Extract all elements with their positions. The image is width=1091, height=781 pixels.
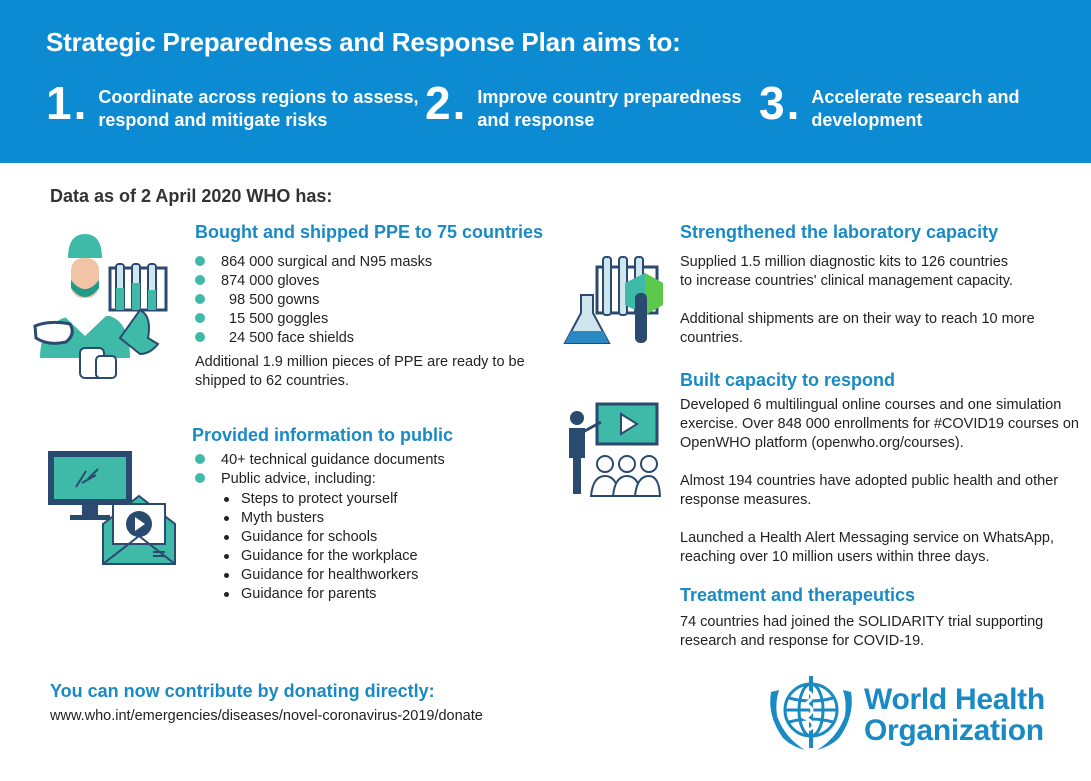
list-item: 40+ technical guidance documents (195, 451, 535, 470)
lab-line: countries. (680, 330, 743, 346)
aim-text: Accelerate research and (811, 87, 1020, 107)
info-list-block (195, 451, 535, 604)
list-item: Guidance for parents (195, 585, 535, 604)
list-item: Guidance for schools (195, 528, 535, 547)
health-worker-icon (30, 228, 170, 383)
info-title: Provided information to public (192, 425, 453, 445)
who-emblem-icon (765, 672, 857, 756)
list-item: 874 000 gloves (195, 272, 555, 291)
treatment-line: research and response for COVID-19. (680, 633, 925, 649)
aim-text: and response (477, 110, 595, 130)
aim-3: 3 . Accelerate research and development (759, 77, 1020, 130)
who-line: World Health (864, 683, 1045, 716)
list-item: 864 000 surgical and N95 masks (195, 253, 555, 272)
header-banner (0, 0, 1091, 163)
list-item: 15 500 goggles (195, 310, 555, 329)
who-wordmark (864, 684, 1045, 746)
lab-text (680, 253, 1080, 348)
aim-text: respond and mitigate risks (98, 110, 328, 130)
lab-line: Supplied 1.5 million diagnostic kits to 126 countries (680, 254, 1009, 270)
aim-number: 2 (425, 77, 451, 129)
lab-flask-icon (563, 255, 668, 347)
lab-line: to increase countries' clinical management capacity. (680, 273, 1013, 289)
capacity-text (680, 396, 1085, 567)
data-as-of: Data as of 2 April 2020 WHO has: (50, 186, 333, 206)
list-item: Guidance for healthworkers (195, 566, 535, 585)
capacity-line: Developed 6 multilingual online courses and one simulation (680, 397, 1062, 413)
aim-number: 1 (46, 77, 72, 129)
treatment-title: Treatment and therapeutics (680, 585, 916, 605)
ppe-list (195, 253, 555, 348)
ppe-additional-line: shipped to 62 countries. (195, 373, 349, 389)
ppe-additional (195, 353, 555, 391)
list-item: Steps to protect yourself (195, 490, 535, 509)
banner-title: Strategic Preparedness and Response Plan aims to: (46, 27, 681, 57)
donate-link[interactable]: www.who.int/emergencies/diseases/novel-coronavirus-2019/donate (50, 708, 483, 724)
who-line: Organization (864, 714, 1044, 747)
ppe-list-block (195, 253, 555, 391)
video-envelope-icon (101, 494, 177, 566)
ppe-title: Bought and shipped PPE to 75 countries (195, 222, 544, 242)
aim-1: 1 . Coordinate across regions to assess, respond and mitigate risks (46, 77, 419, 130)
aim-text: Coordinate across regions to assess, (98, 87, 419, 107)
aim-number: 3 (759, 77, 785, 129)
lab-title: Strengthened the laboratory capacity (680, 222, 999, 242)
capacity-line: Launched a Health Alert Messaging service on WhatsApp, (680, 530, 1054, 546)
list-item: Guidance for the workplace (195, 547, 535, 566)
capacity-line: Almost 194 countries have adopted public health and other (680, 473, 1059, 489)
lab-line: Additional shipments are on their way to reach 10 more (680, 311, 1035, 327)
list-item: Public advice, including: (195, 470, 535, 489)
capacity-title: Built capacity to respond (680, 370, 896, 390)
info-sub-list (195, 490, 535, 604)
aim-2: 2 . Improve country preparedness and response (425, 77, 742, 130)
ppe-additional-line: Additional 1.9 million pieces of PPE are ready to be (195, 354, 525, 370)
capacity-line: OpenWHO platform (openwho.org/courses). (680, 435, 964, 451)
aim-text: development (811, 110, 923, 130)
capacity-line: exercise. Over 848 000 enrollments for #COVID19 courses on (680, 416, 1079, 432)
presentation-icon (563, 402, 661, 498)
list-item: 24 500 face shields (195, 329, 555, 348)
info-list (195, 451, 535, 489)
aim-text: Improve country preparedness (477, 87, 742, 107)
treatment-line: 74 countries had joined the SOLIDARITY trial supporting (680, 614, 1044, 630)
list-item: Myth busters (195, 509, 535, 528)
list-item: 98 500 gowns (195, 291, 555, 310)
donate-title: You can now contribute by donating directly: (50, 681, 435, 701)
capacity-line: reaching over 10 million users within three days. (680, 549, 990, 565)
capacity-line: response measures. (680, 492, 812, 508)
treatment-text (680, 613, 1080, 651)
